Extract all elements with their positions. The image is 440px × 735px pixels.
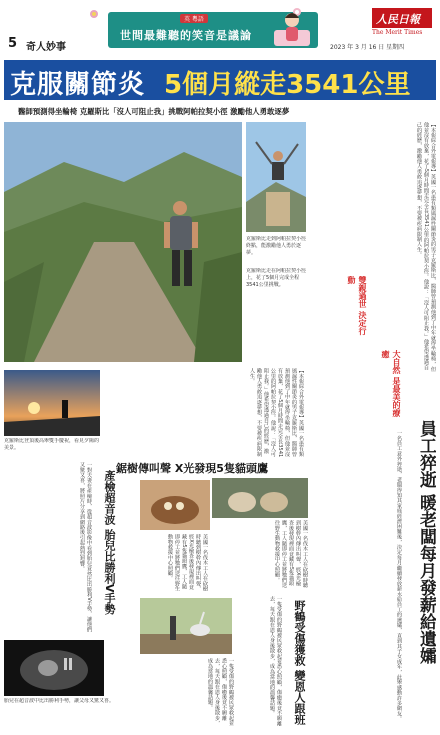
highlight-parents: 雙親過世 決定行動 <box>347 276 367 335</box>
paper-name-en: The Merit Times <box>372 29 423 36</box>
headline-left: 克服關節炎 <box>10 70 146 100</box>
paper-logo <box>372 8 432 28</box>
issue-date: 2023 年 3 月 16 日 星期四 <box>330 44 405 51</box>
owl-xray-photo <box>140 480 210 530</box>
story-crane-body-left: 一隻受傷的野鶴被民眾救起並悉心照顧，傷癒後竟不願離去，每天跟在恩人身後散步，成為當地的溫馨話題。 <box>207 658 234 726</box>
main-subtitle: 醫師預測得坐輪椅 克羅斯比「沒人可阻止我」挑戰阿帕拉契小徑 激勵他人勇敢逐夢 <box>18 107 290 116</box>
story-crane-body: 一隻受傷的野鶴被民眾救起並悉心照顧，傷癒後竟不願離去，每天跟在恩人身後散步，成為當地的溫馨話題。 <box>269 596 282 726</box>
owl-chicks-photo <box>212 478 308 518</box>
story-owl-title: 鋸樹傳叫聲 X光發現5隻貓頭鷹 <box>116 462 268 475</box>
hiker-mountain-photo <box>4 122 242 362</box>
ultrasound-photo <box>4 640 104 696</box>
page-number: 5 <box>8 36 18 51</box>
story-employee-body: 一名員工意外猝逝，老闆得知其家庭經濟困難後，決定每月繼續發放薪水給員工的遺孀，直到其子女成年，此舉感動許多網友。 <box>396 430 402 722</box>
highlight-nature: 大自然 是最美的療癒 <box>381 350 401 417</box>
story-ultrasound-title: 產檢超音波 胎兒比勝利V手勢 <box>103 470 116 615</box>
top-badge: 英 粵語 <box>180 14 208 23</box>
paper-name-cn: 人民日報 <box>376 13 420 26</box>
flower-icon <box>86 6 102 22</box>
story-ultrasound-body: 一對夫妻在產檢時，從超音波影像中看到胎兒竟然比出勝利V手勢，讓他們又驚又喜，將照片分享到網路後引起熱烈迴響。 <box>79 462 92 632</box>
summit-photo <box>246 122 306 232</box>
photo-caption-2: 克羅斯比走在阿帕拉契小徑上，花了5個月完成全程3541公里挑戰。 <box>246 268 306 288</box>
ultrasound-caption: 胎兒在超音波中比出勝利手勢，讓父母又驚又喜。 <box>4 698 115 704</box>
main-body-text: 【本報綜合外電報導】英國一名患有類風濕性關節炎的男子克羅斯比，醫師曾預測他到了中年就得坐輪椅，但他並沒有放棄，花了5個月時間走完全長3541公里的阿帕拉契小徑。他說：「沒人可阻止我。」他希望透過自己的經歷，激勵他人勇敢追逐夢想，不要被疾病限制人生。 <box>416 122 436 372</box>
crane-photo <box>140 598 232 654</box>
sunset-photo <box>4 370 100 436</box>
story-crane-title: 野鶴受傷獲救 變恩人跟班 <box>293 600 306 725</box>
sunset-caption: 克羅斯比登頂後高舉雙手慶祝，看見夕陽的美景。 <box>4 438 100 451</box>
photo-caption-1: 克羅斯比走到阿帕拉契小徑終點，能激勵他人勇於逐夢。 <box>246 236 306 256</box>
page-header <box>0 0 440 58</box>
story-employee-title: 員工猝逝 暖老闆每月發薪給遺孀 <box>416 420 436 664</box>
main-body-text-lower: 【本報綜合外電報導】英國一名患有類風濕性關節炎的男子克羅斯比，醫師曾預測他到了中年就得坐輪椅，但他並沒有放棄，花了5個月時間走完全長3541公里的阿帕拉契小徑。他說：「沒人可阻止我。」他希望透過自己的經歷，激勵他人勇敢追逐夢想，不要被疾病限制人生。 <box>249 368 304 458</box>
story-owl-body: 美國一名伐木工人在砍樹時聽到樹幹內傳出叫聲，經X光檢查後發現裡面竟藏有5隻貓頭鷹，工人隨即停工並將牠們送往野生動物救援中心照顧。 <box>274 520 308 588</box>
main-headline <box>4 60 436 100</box>
banner-text: 世間最難聽的笑音是議論 <box>120 29 252 42</box>
headline-right: 5個月縱走3541公里 <box>164 70 411 100</box>
story-owl-body-left: 美國一名伐木工人在砍樹時聽到樹幹內傳出叫聲，經X光檢查後發現裡面竟藏有5隻貓頭鷹，工人隨即停工並將牠們送往野生動物救援中心照顧。 <box>167 534 208 592</box>
illustration-person <box>270 8 314 50</box>
section-label: 奇人妙事 <box>26 42 66 53</box>
